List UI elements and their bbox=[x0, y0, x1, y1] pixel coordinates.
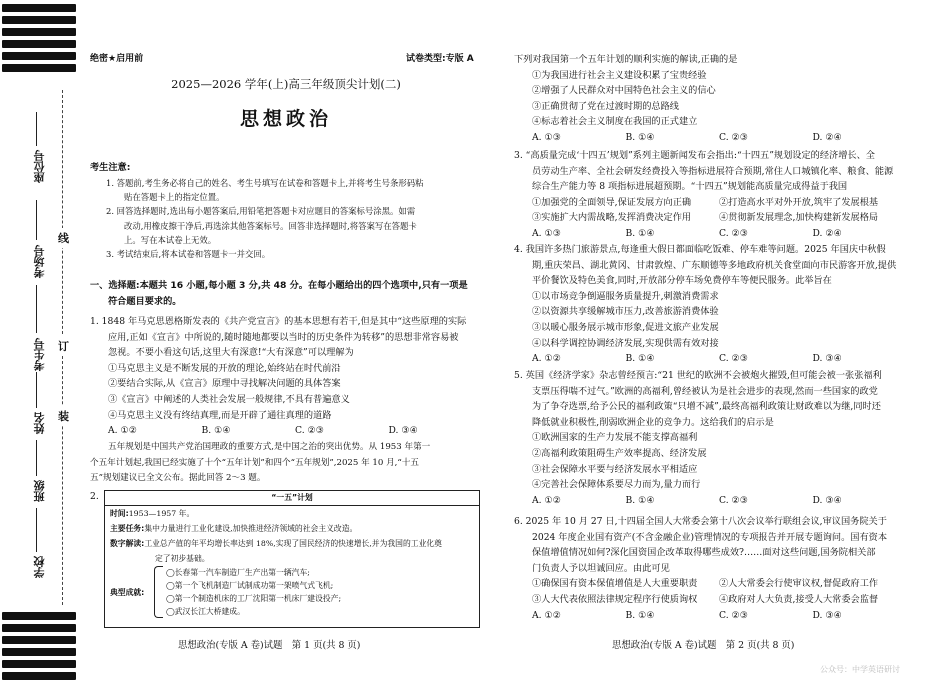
q5-item: ②高福利政策阻碍生产效率提高、经济发展 bbox=[532, 447, 707, 459]
table-row-time bbox=[105, 506, 479, 521]
task-label: 主要任务: bbox=[110, 524, 145, 533]
achievements-list bbox=[166, 566, 341, 618]
question-1 bbox=[90, 314, 482, 439]
option-a: A. ①② bbox=[532, 494, 561, 506]
binding-stripes-top bbox=[2, 4, 76, 82]
option-c: C. ②③ bbox=[295, 425, 325, 437]
q4-item: ②以资源共享缓解城市压力,改善旅游消费体验 bbox=[532, 306, 719, 318]
achievement-item: ◯长春第一汽车制造厂生产出第一辆汽车; bbox=[166, 568, 310, 577]
material-line: 个五年计划起,我国已经实施了十个“五年计划”和四个“五年规划”,2025 年 10 月,“十五 bbox=[90, 457, 419, 468]
time-value: 1953—1957 年。 bbox=[128, 509, 195, 518]
section-heading-line: 符合题目要求的。 bbox=[108, 295, 182, 307]
option-d: D. ③④ bbox=[388, 425, 418, 437]
q2-stem: 下列对我国第一个五年计划的顺利实施的解读,正确的是 bbox=[514, 54, 738, 65]
class-label: 班级 bbox=[33, 480, 46, 502]
question-6 bbox=[514, 514, 906, 623]
school-label: 学校 bbox=[33, 556, 46, 578]
table-row-data bbox=[105, 536, 479, 551]
candidate-number-line bbox=[36, 285, 37, 333]
q1-options bbox=[90, 423, 482, 439]
q6-items-row bbox=[514, 576, 906, 592]
section-heading bbox=[90, 278, 482, 309]
achievement-item: ◯武汉长江大桥建成。 bbox=[166, 607, 245, 616]
achievements-brace bbox=[154, 566, 163, 618]
paper-type-label: 试卷类型:专版 A bbox=[406, 54, 474, 64]
data-value: 工业总产值的年平均增长率达到 18%,实现了国民经济的快速增长,并为我国的工业化奠 bbox=[144, 539, 442, 548]
material-intro bbox=[90, 440, 482, 487]
notice-line: 改动,用橡皮擦干净后,再选涂其他答案标号。回答非选择题时,将答案写在答题卡 bbox=[124, 220, 417, 231]
question-3 bbox=[514, 148, 906, 242]
q6-stem-line: 门负责人予以坦诚回应。由此可见 bbox=[532, 562, 670, 574]
q3-item: ①加强党的全面领导,保证发展方向正确 bbox=[532, 196, 692, 208]
achievements-label: 典型成就: bbox=[110, 587, 145, 597]
option-a: A. ①② bbox=[532, 353, 561, 365]
q5-item: ④完善社会保障体系要尽力而为,量力而行 bbox=[532, 479, 701, 491]
option-a: A. ①② bbox=[532, 609, 561, 621]
q3-stem-line: 3. “高质量完成‘十四五’规划”系列主题新闻发布会指出:“十四五”规划设定的经济增长、全 bbox=[514, 150, 875, 161]
option-d: D. ②④ bbox=[812, 227, 842, 239]
question-4 bbox=[514, 242, 906, 367]
binding-stripes-bottom bbox=[2, 612, 76, 682]
room-number-label: 考场号 bbox=[33, 245, 46, 278]
option-b: B. ①④ bbox=[625, 227, 655, 239]
q6-item: ①确保国有资本保值增值是人大重要职责 bbox=[532, 578, 698, 590]
option-b: B. ①④ bbox=[625, 494, 655, 506]
school-line bbox=[36, 508, 37, 552]
material-line: 五年规划是中国共产党治国理政的重要方式,是中国之治的突出优势。从 1953 年第一 bbox=[108, 442, 431, 452]
q3-items-row bbox=[514, 195, 906, 211]
option-b: B. ①④ bbox=[625, 131, 655, 143]
q6-stem-line: 保值增值情况如何?深化国资国企改革取得哪些成效?……面对这些问题,国务院相关部 bbox=[532, 547, 876, 559]
q5-stem-line: 5. 英国《经济学家》杂志曾经预言:“21 世纪的欧洲不会被炮火摧毁,但可能会被一张张福利 bbox=[514, 370, 882, 381]
q5-item: ①欧洲国家的生产力发展不能支撑高福利 bbox=[532, 432, 698, 444]
q5-stem-line: 为了争夺选票,给予公民的福利政策“只增不减”,最终高福利政策让财政难以为继,同时还 bbox=[532, 401, 881, 413]
page-footer-1: 思想政治(专版 A 卷)试题 第 1 页(共 8 页) bbox=[178, 640, 361, 651]
seal-mark-bind: 订 bbox=[58, 336, 69, 356]
q1-stem-line: 应用,正如《宣言》中所说的,随时随地都要以当时的历史条件为转移”的思想非常容易被 bbox=[108, 331, 459, 343]
q1-item: ③《宣言》中阐述的人类社会发展一般规律,不具有普遍意义 bbox=[108, 393, 350, 405]
data-label: 数字解读: bbox=[110, 539, 145, 548]
q6-item: ②人大常委会行使审议权,督促政府工作 bbox=[719, 578, 879, 590]
q2-number: 2. bbox=[90, 491, 99, 502]
q3-stem-line: 员劳动生产率、全社会研发经费投入等指标进展符合预期,常住人口城镇化率、粮食、能源 bbox=[532, 165, 894, 177]
achievement-item: ◯第一个制造机床的工厂沈阳第一机床厂建设投产; bbox=[166, 594, 342, 603]
seat-number-label: 座位号 bbox=[33, 150, 46, 183]
seal-mark-line: 线 bbox=[58, 228, 69, 248]
seat-number-line bbox=[36, 112, 37, 146]
watermark-text: 公众号：中学英语研讨 bbox=[820, 665, 900, 674]
q1-stem-line: 忽视。不要小看这句话,这里大有深意!“大有深意”可以理解为 bbox=[108, 347, 354, 359]
exam-title: 2025—2026 学年(上)高三年级顶尖计划(二) bbox=[171, 77, 401, 91]
q4-stem-line: 平价餐饮及特色美食,同时,开放部分停车场免费停车等便民服务。此举旨在 bbox=[532, 275, 832, 287]
time-label: 时间: bbox=[110, 509, 129, 518]
binding-margin bbox=[0, 0, 82, 688]
q3-stem-line: 综合生产能力等 8 项指标进展超预期。“十四五”规划能高质量完成得益于我国 bbox=[532, 181, 848, 193]
option-a: A. ①③ bbox=[532, 227, 561, 239]
option-c: C. ②③ bbox=[719, 609, 749, 621]
q5-item: ③社会保障水平要与经济发展水平相适应 bbox=[532, 463, 698, 475]
option-d: D. ③④ bbox=[812, 609, 842, 621]
table-row-data-cont: 定了初步基础。 bbox=[155, 554, 210, 563]
q1-item: ②要结合实际,从《宣言》原理中寻找解决问题的具体答案 bbox=[108, 378, 341, 390]
option-b: B. ①④ bbox=[201, 425, 231, 437]
q2-item: ④标志着社会主义制度在我国的正式建立 bbox=[532, 116, 698, 128]
notice-line: 3. 考试结束后,将本试卷和答题卡一并交回。 bbox=[106, 249, 271, 260]
q1-item: ①马克思主义是不断发展的开放的理论,始终站在时代前沿 bbox=[108, 362, 341, 374]
q6-item: ③人大代表依照法律规定程序行使质询权 bbox=[532, 593, 698, 605]
q6-stem-line: 2024 年度企业国有资产(不含金融企业)管理情况的专项报告并开展专题询问。国有资本 bbox=[532, 531, 888, 543]
option-c: C. ②③ bbox=[719, 353, 749, 365]
q2-options bbox=[514, 130, 906, 146]
question-2-continued bbox=[514, 52, 906, 146]
question-5 bbox=[514, 368, 906, 508]
q3-options bbox=[514, 226, 906, 242]
q3-item: ③实施扩大内需战略,发挥消费决定作用 bbox=[532, 212, 692, 224]
q4-stem-line: 期,重庆荣昌、湖北黄冈、甘肃敦煌、广东顺德等多地政府机关食堂面向市民游客开放,提供 bbox=[532, 259, 897, 271]
q3-item: ②打造高水平对外开放,筑牢了发展根基 bbox=[719, 196, 879, 208]
q1-stem-line: 1. 1848 年马克思恩格斯发表的《共产党宣言》的基本思想有若干,但是其中“这些原理的实际 bbox=[90, 316, 467, 327]
section-heading-line: 一、选择题:本题共 16 小题,每小题 3 分,共 48 分。在每小题给出的四个选项中,只有一项是 bbox=[90, 280, 468, 291]
q6-stem-line: 6. 2025 年 10 月 27 日,十四届全国人大常委会第十八次会议举行联组会议,审议国务院关于 bbox=[514, 516, 887, 527]
q2-item: ②增强了人民群众对中国特色社会主义的信心 bbox=[532, 85, 716, 97]
option-b: B. ①④ bbox=[625, 353, 655, 365]
notice-title: 考生注意: bbox=[90, 162, 131, 173]
page-footer-2: 思想政治(专版 A 卷)试题 第 2 页(共 8 页) bbox=[612, 640, 795, 651]
q6-items-row bbox=[514, 592, 906, 608]
q6-options bbox=[514, 608, 906, 624]
q5-stem-line: 降低就业积极性,削弱欧洲企业的竞争力。这给我们的启示是 bbox=[532, 416, 774, 428]
subject-title: 思想政治 bbox=[239, 108, 332, 130]
option-a: A. ①② bbox=[108, 425, 137, 437]
notice-list bbox=[106, 176, 476, 261]
name-label: 姓名 bbox=[33, 412, 46, 434]
q4-options bbox=[514, 351, 906, 367]
q5-stem-line: 支票压得喘不过气。”欧洲的高福利,曾经被认为是社会进步的表现,然而一些国家的政党 bbox=[532, 385, 878, 397]
q3-item: ④贯彻新发展理念,加快构建新发展格局 bbox=[719, 212, 879, 224]
option-c: C. ②③ bbox=[719, 131, 749, 143]
seal-mark-install: 装 bbox=[58, 406, 69, 426]
q3-items-row bbox=[514, 210, 906, 226]
q6-item: ④政府对人大负责,接受人大常委会监督 bbox=[719, 593, 879, 605]
notice-line: 1. 答题前,考生务必将自己的姓名、考生号填写在试卷和答题卡上,并将考生号条形码粘 bbox=[106, 178, 424, 188]
notice-line: 2. 回答选择题时,选出每小题答案后,用铅笔把答题卡对应题目的答案标号涂黑。如需 bbox=[106, 206, 416, 217]
notice-line: 上。写在本试卷上无效。 bbox=[124, 234, 217, 245]
table-title: “一五”计划 bbox=[105, 491, 479, 506]
table-row-achievements bbox=[105, 566, 479, 618]
table-row-task bbox=[105, 521, 479, 536]
option-c: C. ②③ bbox=[719, 494, 749, 506]
room-number-line bbox=[36, 200, 37, 240]
option-d: D. ③④ bbox=[812, 494, 842, 506]
q5-options bbox=[514, 493, 906, 509]
option-d: D. ③④ bbox=[812, 353, 842, 365]
five-year-plan-table bbox=[104, 490, 480, 628]
q1-item: ④马克思主义没有终结真理,而是开辟了通往真理的道路 bbox=[108, 409, 332, 421]
q4-item: ①以市场竞争倒逼服务质量提升,刺激消费需求 bbox=[532, 290, 719, 302]
q4-item: ④以科学调控协调经济发展,实现供需有效对接 bbox=[532, 337, 719, 349]
material-line: 五”规划建议已全文公布。据此回答 2～3 题。 bbox=[90, 473, 266, 484]
option-d: D. ②④ bbox=[812, 131, 842, 143]
candidate-number-label: 考生号 bbox=[33, 338, 46, 371]
class-line bbox=[36, 440, 37, 476]
q2-item: ③正确贯彻了党在过渡时期的总路线 bbox=[532, 100, 679, 112]
name-line bbox=[36, 372, 37, 408]
q4-item: ③以暖心服务展示城市形象,促进文旅产业发展 bbox=[532, 321, 719, 333]
notice-line: 贴在答题卡上的指定位置。 bbox=[124, 192, 225, 203]
task-value: 集中力量进行工业化建设,加快推进经济领域的社会主义改造。 bbox=[144, 524, 358, 533]
q2-item: ①为我国进行社会主义建设积累了宝贵经验 bbox=[532, 69, 707, 81]
option-b: B. ①④ bbox=[625, 609, 655, 621]
secret-label: 绝密★启用前 bbox=[90, 54, 144, 64]
achievement-item: ◯第一个飞机制造厂试制成功第一架喷气式飞机; bbox=[166, 581, 334, 590]
option-c: C. ②③ bbox=[719, 227, 749, 239]
q4-stem-line: 4. 我国许多热门旅游景点,每逢重大假日都面临吃饭难、停车难等问题。2025 年国庆中秋假 bbox=[514, 244, 886, 255]
option-a: A. ①③ bbox=[532, 131, 561, 143]
